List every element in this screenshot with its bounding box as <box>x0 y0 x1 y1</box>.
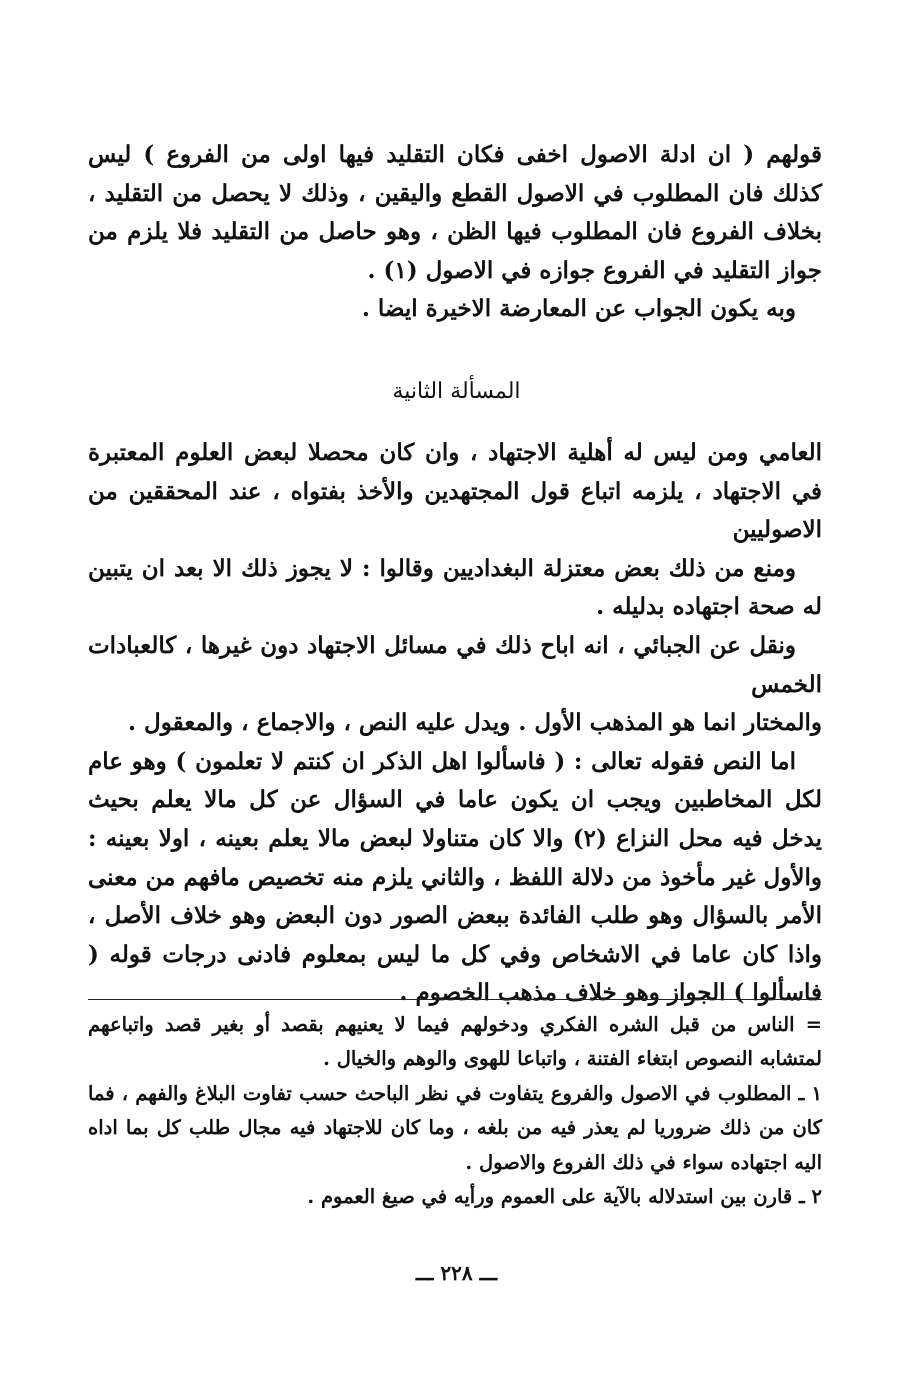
body-paragraph: العامي ومن ليس له أهلية الاجتهاد ، وان كان محصلا لبعض العلوم المعتبرة في الاجتهاد ، يلزمه اتباع قول المجتهدين والأخذ بفتواه ، عند المحققين من الاصوليين <box>88 439 822 544</box>
footnote-separator <box>88 999 822 1000</box>
intro-section <box>88 136 822 329</box>
body-paragraph: والمختار انما هو المذهب الأول . ويدل عليه النص ، والاجماع ، والمعقول . <box>128 709 822 737</box>
footnote-continuation: = الناس من قبل الشره الفكري ودخولهم فيما لا يعنيهم بقصد أو بغير قصد واتباعهم لمتشابه النصوص ابتغاء الفتنة ، واتباعا للهوى والوهم والخيال . <box>88 1013 822 1071</box>
main-section <box>88 434 822 1013</box>
section-title: المسألة الثانية <box>392 379 521 404</box>
body-paragraph: ومنع من ذلك بعض معتزلة البغداديين وقالوا : لا يجوز ذلك الا بعد ان يتبين له صحة اجتهاده بدليله . <box>88 554 822 621</box>
intro-paragraph: قولهم ( ان ادلة الاصول اخفى فكان التقليد فيها اولى من الفروع ) ليس كذلك فان المطلوب في الاصول القطع واليقين ، وذلك لا يحصل من التقليد ، بخلاف الفروع فان المطلوب فيها الظن ، وهو حاصل من التقليد فلا يلزم من جواز التقليد في الفروع جوازه في الاصول (١) . <box>88 141 822 284</box>
footnote-1: ١ ـ المطلوب في الاصول والفروع يتفاوت في نظر الباحث حسب تفاوت البلاغ والفهم ، فما كان من ذلك ضروريا لم يعذر فيه من بلغه ، وما كان للاجتهاد فيه مجال طلب كل بما اداه اليه اجتهاده سواء في ذلك الفروع والاصول . <box>88 1081 822 1174</box>
intro-conclusion: وبه يكون الجواب عن المعارضة الاخيرة ايضا . <box>361 295 796 323</box>
footnote-2: ٢ ـ قارن بين استدلاله بالآية على العموم ورأيه في صيغ العموم . <box>307 1185 822 1209</box>
page-number: ـــ ٢٢٨ ـــ <box>415 1261 498 1285</box>
body-paragraph: ونقل عن الجبائي ، انه اباح ذلك في مسائل الاجتهاد دون غيرها ، كالعبادات الخمس <box>88 631 822 698</box>
body-paragraph: اما النص فقوله تعالى : ( فاسألوا اهل الذكر ان كنتم لا تعلمون ) وهو عام لكل المخاطبين ويجب ان يكون عاما في السؤال عن كل مالا يعلم بحيث يدخل فيه محل النزاع (٢) والا كان متناولا لبعض مالا يعلم بعينه ، اولا بعينه : والأول غير مأخوذ من دلالة اللفظ ، والثاني يلزم منه تخصيص مافهم من معنى الأمر بالسؤال وهو طلب الفائدة ببعض الصور دون البعض وهو خلاف الأصل ، واذا كان عاما في الاشخاص وفي كل ما ليس بمعلوم فادنى درجات قوله ( فاسألوا ) الجواز وهو خلاف مذهب الخصوم . <box>88 747 823 1007</box>
footnotes <box>88 1008 822 1214</box>
